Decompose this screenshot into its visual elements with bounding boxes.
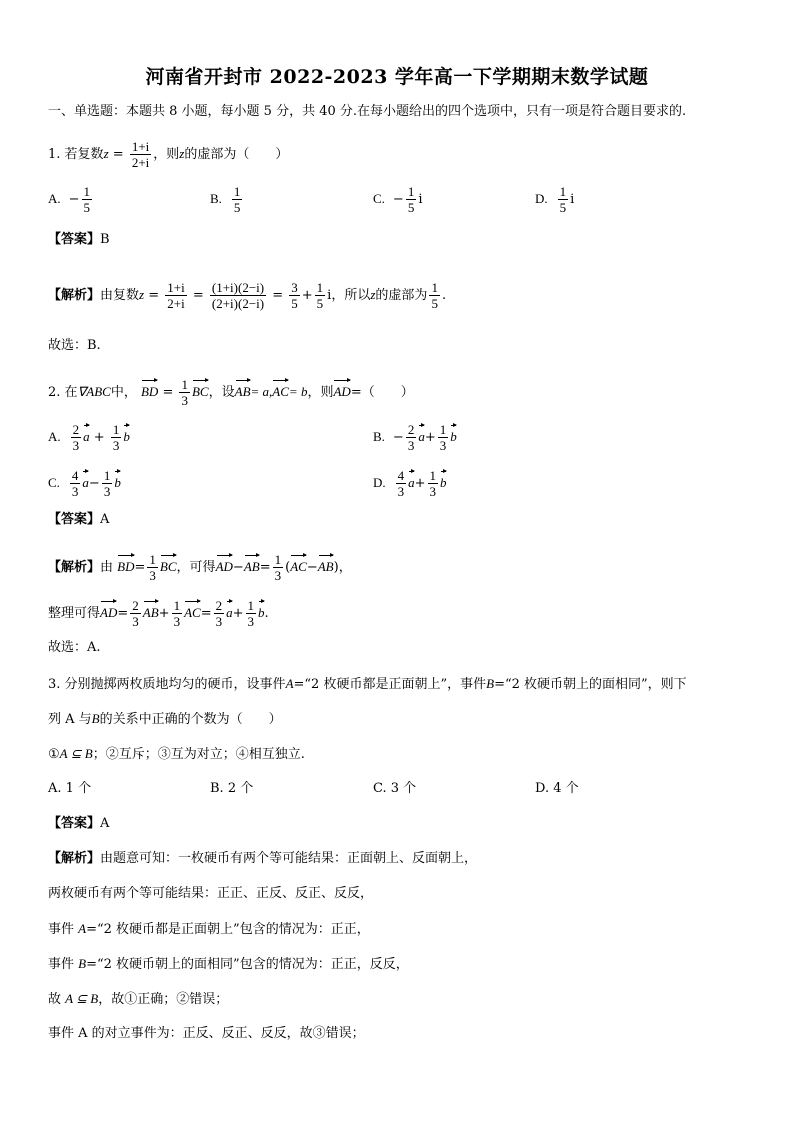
option-a: A. 1 个 xyxy=(48,781,92,796)
conclusion-2: 故选：A. xyxy=(48,640,101,655)
option-a: A. − $\frac{1}{5}$ xyxy=(48,184,91,215)
conclusion-1: 故选：B. xyxy=(48,338,101,353)
option-d: D. $\frac{4}{3}$ a+ $\frac{1}{3}$ b xyxy=(373,468,447,499)
question-3-stem-line-2: 列 A 与B的关系中正确的个数为（ ） xyxy=(48,711,282,727)
option-c: C. $\frac{4}{3}$ a− $\frac{1}{3}$ b xyxy=(48,468,121,499)
option-a: A. $\frac{2}{3}$ a + $\frac{1}{3}$ b xyxy=(48,422,130,453)
analysis-3-line-1: 【解析】由题意可知：一枚硬币有两个等可能结果：正面朝上、反面朝上， xyxy=(48,851,478,866)
option-c: C. 3 个 xyxy=(373,781,417,796)
option-b: B. $\frac{1}{5}$ xyxy=(210,184,241,215)
option-d: D. 4 个 xyxy=(535,781,579,796)
option-b: B. − $\frac{2}{3}$ a+ $\frac{1}{3}$ b xyxy=(373,422,457,453)
question-3-stem-line-1: 3. 分别抛掷两枚质地均匀的硬币，设事件A=“2 枚硬币都是正面朝上”，事件B=“2 枚硬币朝上的面相同”，则下 xyxy=(48,676,687,692)
analysis-3-opposite: 事件 A 的对立事件为：正反、反正、反反，故③错误； xyxy=(48,1026,365,1041)
question-3-statements: ①A ⊆ B；②互斥；③互为对立；④相互独立. xyxy=(48,746,305,762)
option-d: D. $\frac{1}{5}$ i xyxy=(535,184,575,215)
analysis-2-line-2: 整理可得AD= $\frac{2}{3}$ AB+ $\frac{1}{3}$ AC= $\frac{2}{3}$ a+ $\frac{1}{3}$ b. xyxy=(48,598,269,629)
option-c: C. − $\frac{1}{5}$ i xyxy=(373,184,423,215)
answer-2: 【答案】A xyxy=(48,512,110,527)
option-b: B. 2 个 xyxy=(210,781,254,796)
answer-1: 【答案】B xyxy=(48,232,110,247)
question-1-stem: 1. 若复数z = $\frac{1+i}{2+i}$ ，则z的虚部为（ ） xyxy=(48,139,289,170)
document-title: 河南省开封市 2022-2023 学年高一下学期期末数学试题 xyxy=(145,66,649,88)
answer-3: 【答案】A xyxy=(48,816,110,831)
question-number: 1. xyxy=(48,147,61,162)
section-header: 一、单选题：本题共 8 小题，每小题 5 分，共 40 分.在每小题给出的四个选项中，只有一项是符合题目要求的. xyxy=(48,104,687,119)
fraction: $\frac{1+i}{2+i}$ xyxy=(131,139,150,170)
analysis-3-event-b: 事件 B=“2 枚硬币朝上的面相同”包含的情况为：正正，反反， xyxy=(48,956,409,972)
question-2-stem: 2. 在∇ABC中， BD = $\frac{1}{3}$ BC，设AB= a,AC= b，则AD=（ ） xyxy=(48,377,414,408)
analysis-1: 【解析】由复数z = $\frac{1+i}{2+i}$ = $\frac{(1+i)(2-i)}{(2+i)(2-i)}$ = $\frac{3}{5}$ + $\frac{1}{5}$ i，所以z的虚部为 $\frac{1}{5}$ . xyxy=(48,280,447,311)
analysis-2-line-1: 【解析】由 BD= $\frac{1}{3}$ BC，可得AD−AB= $\frac{1}{3}$ (AC−AB)， xyxy=(48,552,352,583)
analysis-3-line-2: 两枚硬币有两个等可能结果：正正、正反、反正、反反， xyxy=(48,886,374,901)
analysis-3-event-a: 事件 A=“2 枚硬币都是正面朝上”包含的情况为：正正， xyxy=(48,921,370,937)
analysis-3-subset: 故 A ⊆ B，故①正确；②错误； xyxy=(48,991,229,1007)
